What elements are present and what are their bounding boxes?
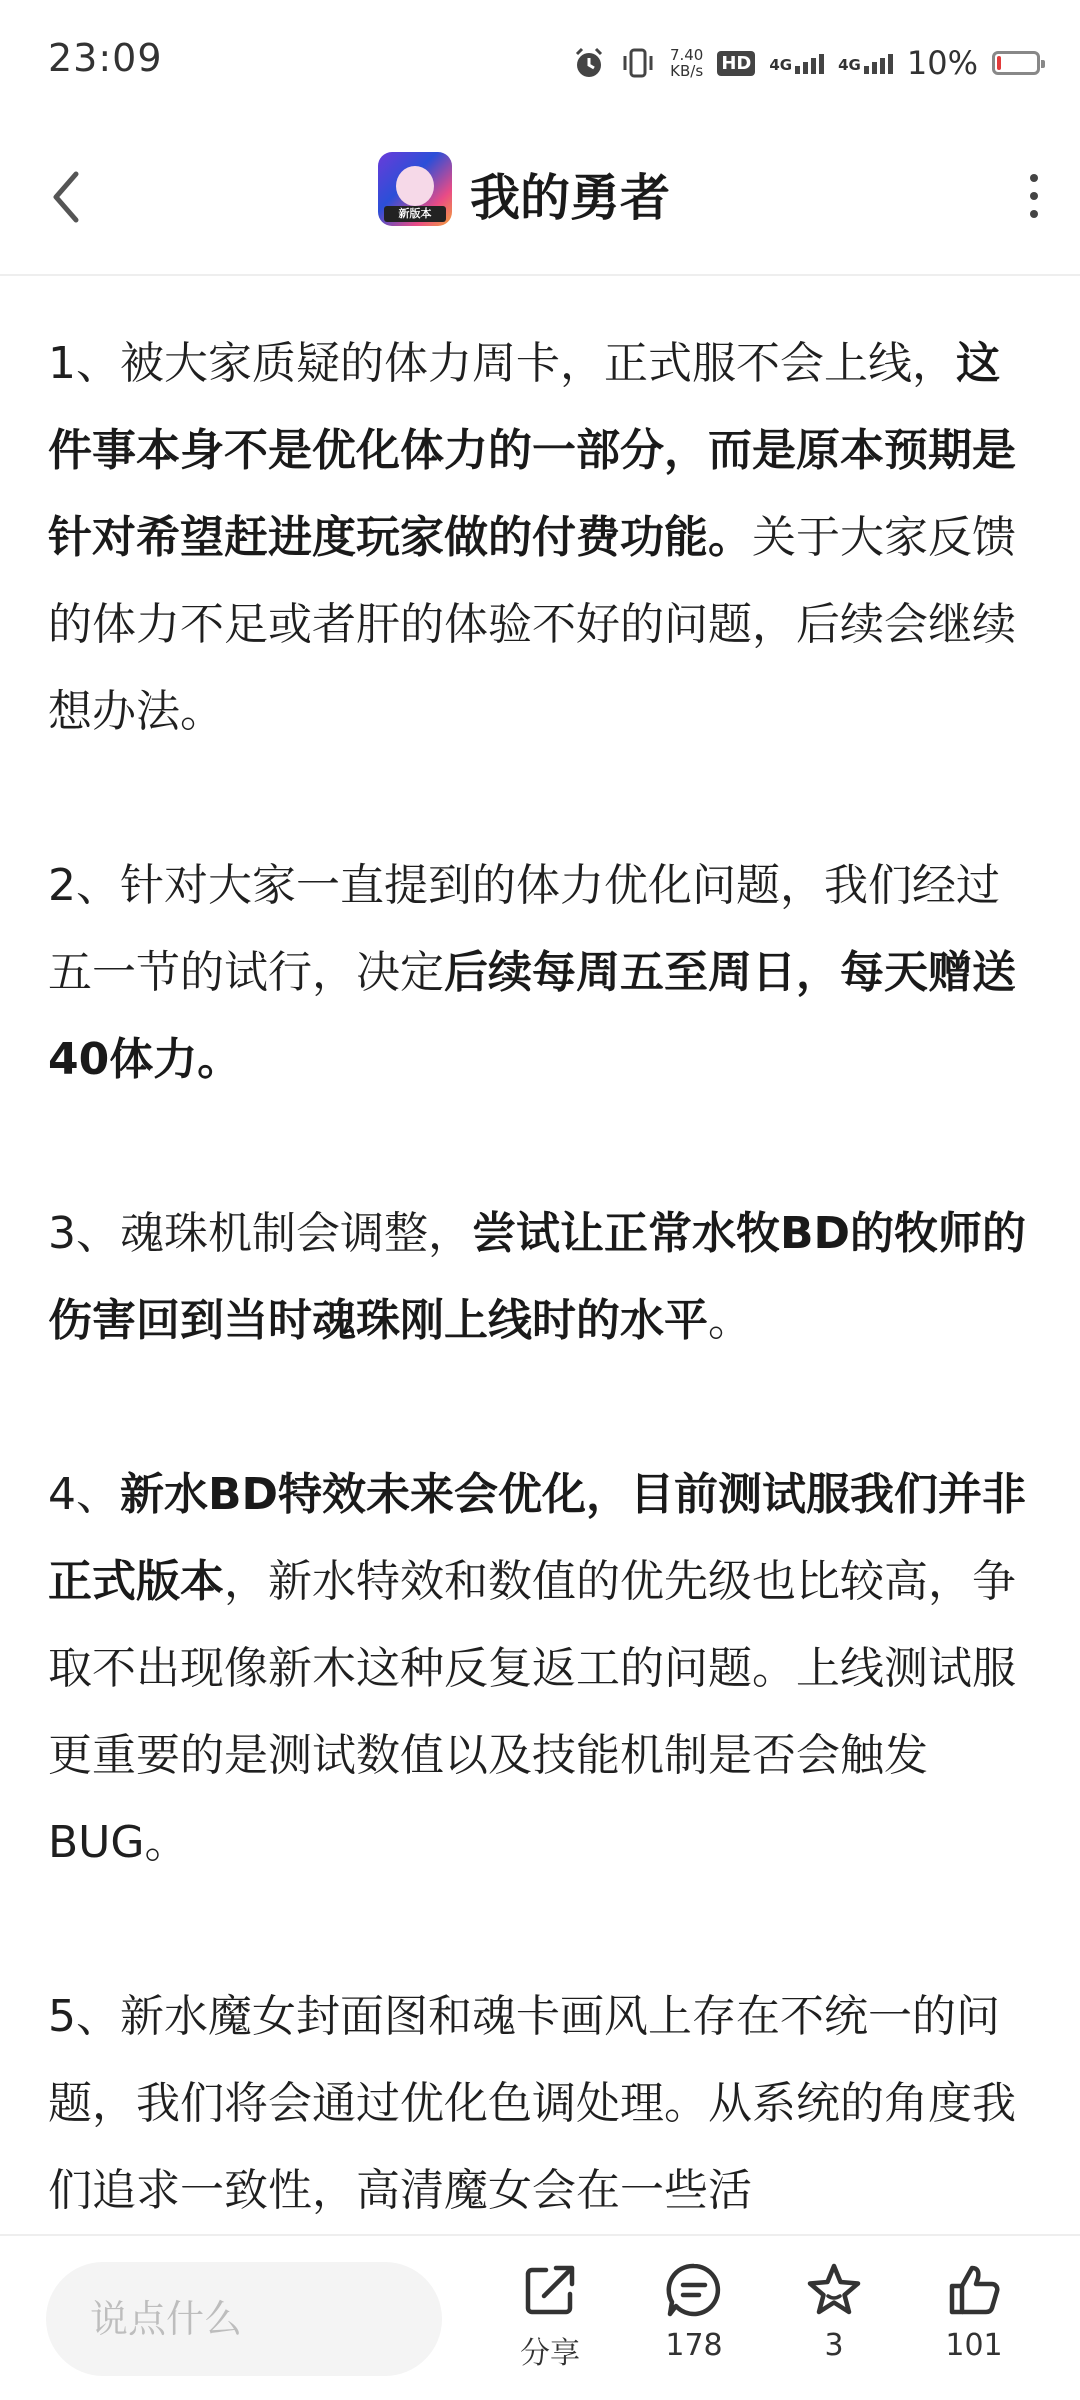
share-button[interactable]	[490, 2260, 610, 2380]
hd-badge: HD	[717, 51, 755, 76]
more-vertical-icon	[1030, 174, 1038, 182]
back-button[interactable]	[40, 160, 90, 234]
status-icons	[572, 38, 1040, 88]
comments-count: 178	[665, 2328, 723, 2363]
sim1-signal: 4G	[769, 52, 824, 74]
share-icon	[520, 2260, 580, 2320]
sim2-signal: 4G	[838, 52, 893, 74]
battery-percent: 10%	[906, 44, 978, 82]
post-body	[48, 320, 1028, 2321]
favorite-button[interactable]	[774, 2260, 894, 2380]
paragraph-4: 4、新水BD特效未来会优化，目前测试服我们并非正式版本，新水特效和数值的优先级也比较高，争取不出现像新木这种反复返工的问题。上线测试服更重要的是测试数值以及技能机制是否会触发BUG。	[48, 1469, 1027, 1868]
status-bar	[0, 0, 1080, 120]
paragraph-2: 2、针对大家一直提到的体力优化问题，我们经过五一节的试行，决定后续每周五至周日，每天赠送40体力。	[48, 860, 1016, 1085]
bottom-action-bar	[0, 2234, 1080, 2400]
likes-count: 101	[945, 2328, 1003, 2363]
share-label: 分享	[520, 2336, 580, 2371]
vibrate-icon	[620, 46, 656, 80]
top-nav-bar	[0, 120, 1080, 276]
star-icon	[804, 2260, 864, 2320]
alarm-icon	[572, 46, 606, 80]
comment-icon	[664, 2260, 724, 2320]
signal-bars-icon	[864, 52, 893, 74]
thumbs-up-icon	[944, 2260, 1004, 2320]
paragraph-3: 3、魂珠机制会调整，尝试让正常水牧BD的牧师的伤害回到当时魂珠刚上线时的水平。	[48, 1208, 1027, 1346]
paragraph-1: 1、被大家质疑的体力周卡，正式服不会上线，这件事本身不是优化体力的一部分，而是原本预期是针对希望赶进度玩家做的付费功能。关于大家反馈的体力不足或者肝的体验不好的问题，后续会继续想办法。	[48, 338, 1016, 737]
paragraph-5: 5、新水魔女封面图和魂卡画风上存在不统一的问题，我们将会通过优化色调处理。从系统的角度我们追求一致性，高清魔女会在一些活	[48, 1991, 1016, 2216]
more-options-button[interactable]	[1014, 164, 1054, 228]
back-arrow-icon	[50, 170, 80, 224]
comment-input[interactable]	[46, 2262, 442, 2376]
like-button[interactable]	[914, 2260, 1034, 2380]
signal-bars-icon	[795, 52, 824, 74]
status-time: 23:09	[48, 36, 163, 80]
page-title[interactable]: 我的勇者	[470, 169, 670, 227]
comments-button[interactable]	[634, 2260, 754, 2380]
network-speed: 7.40 KB/s	[669, 46, 704, 80]
app-icon[interactable]	[378, 152, 452, 226]
app-icon-tag: 新版本	[384, 206, 446, 222]
favorites-count: 3	[824, 2328, 844, 2363]
battery-level	[997, 56, 1001, 70]
battery-icon	[992, 51, 1040, 75]
